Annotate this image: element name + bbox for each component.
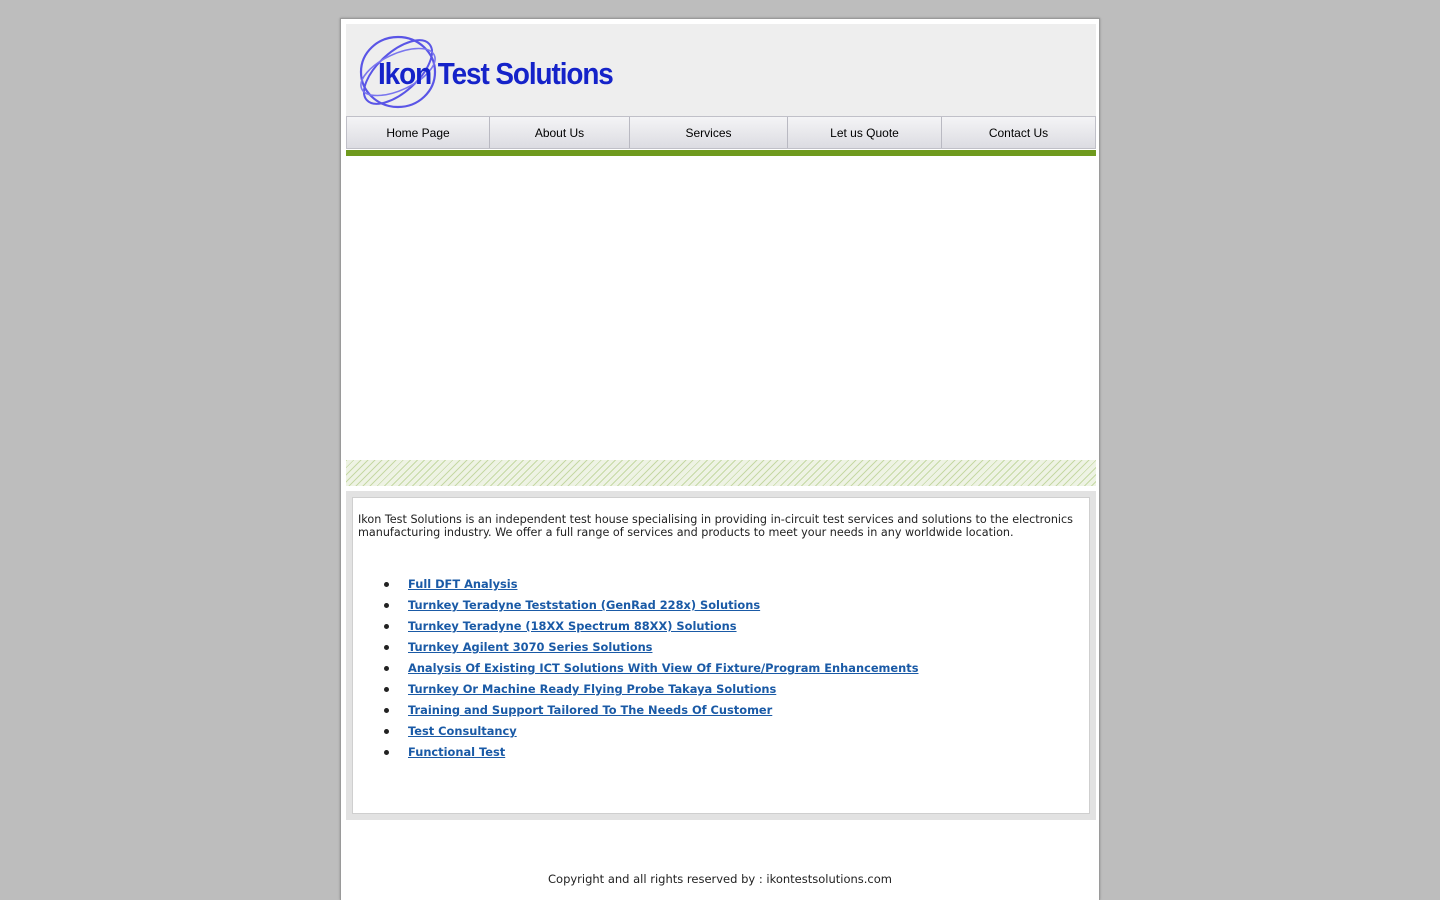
bullet-icon — [384, 645, 389, 650]
list-item — [353, 658, 918, 679]
list-item — [353, 616, 918, 637]
page-container — [340, 18, 1100, 900]
list-item — [353, 595, 918, 616]
list-item — [353, 742, 918, 763]
main-nav — [346, 116, 1096, 149]
bullet-icon — [384, 729, 389, 734]
list-item — [353, 574, 918, 595]
service-link[interactable]: Turnkey Teradyne (18XX Spectrum 88XX) Solutions — [408, 619, 737, 633]
footer-copyright: Copyright and all rights reserved by : ikontestsolutions.com — [548, 872, 892, 886]
list-item — [353, 721, 918, 742]
bullet-icon — [384, 750, 389, 755]
list-item — [353, 637, 918, 658]
service-link[interactable]: Turnkey Teradyne Teststation (GenRad 228x) Solutions — [408, 598, 761, 612]
nav-about-us[interactable]: About Us — [490, 117, 630, 148]
service-link[interactable]: Functional Test — [408, 745, 506, 759]
nav-accent-bar — [346, 150, 1096, 156]
striped-divider — [346, 460, 1096, 486]
site-header — [346, 24, 1096, 116]
bullet-icon — [384, 666, 389, 671]
content-panel — [346, 491, 1096, 820]
list-item — [353, 700, 918, 721]
site-logo[interactable] — [352, 30, 642, 114]
service-link[interactable]: Training and Support Tailored To The Needs Of Customer — [408, 703, 773, 717]
bullet-icon — [384, 708, 389, 713]
list-item — [353, 679, 918, 700]
service-link[interactable]: Full DFT Analysis — [408, 577, 518, 591]
intro-paragraph: Ikon Test Solutions is an independent test house specialising in providing in-circuit test services and solutions to the electronics manufacturing industry. We offer a full range of services and products to meet your needs in any worldwide location. — [358, 513, 1074, 539]
logo-text: Ikon Test Solutions — [378, 56, 613, 91]
service-link[interactable]: Turnkey Agilent 3070 Series Solutions — [408, 640, 653, 654]
content-box — [352, 497, 1090, 814]
bullet-icon — [384, 687, 389, 692]
nav-contact-us[interactable]: Contact Us — [988, 125, 1049, 140]
service-link[interactable]: Analysis Of Existing ICT Solutions With View Of Fixture/Program Enhancements — [408, 661, 919, 675]
nav-home-page[interactable]: Home Page — [347, 117, 490, 148]
service-link[interactable]: Turnkey Or Machine Ready Flying Probe Takaya Solutions — [408, 682, 777, 696]
nav-let-us-quote[interactable]: Let us Quote — [788, 117, 942, 148]
bullet-icon — [384, 624, 389, 629]
nav-services[interactable]: Services — [630, 117, 788, 148]
service-link[interactable]: Test Consultancy — [408, 724, 517, 738]
services-list — [353, 574, 918, 763]
bullet-icon — [384, 582, 389, 587]
bullet-icon — [384, 603, 389, 608]
